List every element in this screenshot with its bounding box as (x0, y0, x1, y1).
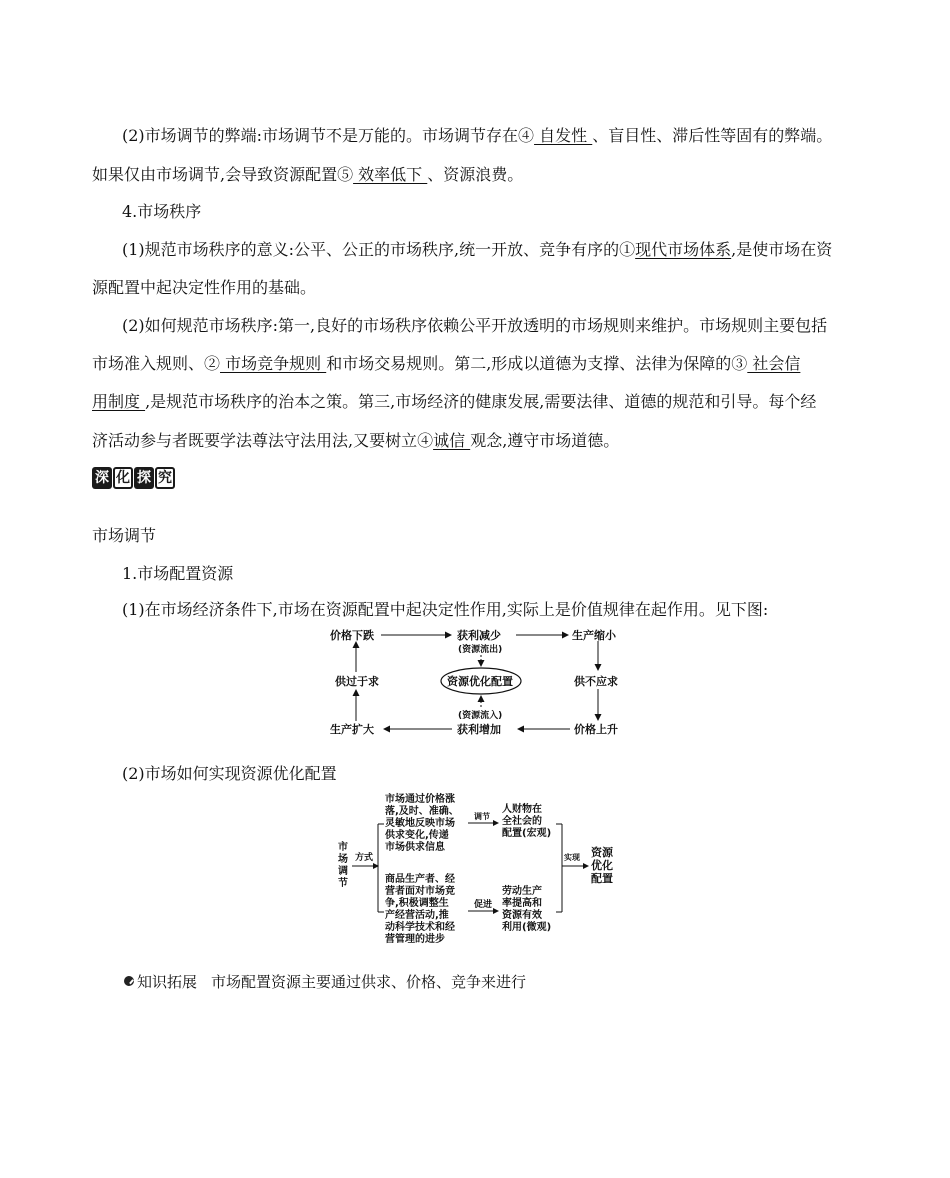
node-oversupply: 供过于求 (335, 675, 379, 688)
text: 如果仅由市场调节,会导致资源配置⑤ (92, 165, 354, 184)
line: 劳动生产 (502, 886, 542, 897)
badge-char: 化 (113, 467, 133, 489)
paragraph-order-how-cont3 (92, 430, 619, 452)
line: 利用(微观) (502, 922, 552, 933)
line: 产经营活动,推 (385, 910, 449, 921)
box-micro-efficiency (501, 884, 551, 933)
char: 调 (338, 866, 348, 877)
line: 供求变化,传递 (385, 830, 449, 841)
label-realize: 实现 (564, 853, 580, 862)
box-producers (385, 872, 455, 945)
text: 、盲目性、滞后性等固有的弊端。 (592, 126, 833, 145)
line: 商品生产者、经 (385, 874, 455, 885)
text: 济活动参与者既要学法尊法守法用法,又要树立④ (92, 431, 434, 450)
badge-char: 究 (155, 467, 175, 489)
check-circle-icon (124, 976, 134, 986)
node-inflow: (资源流入) (458, 711, 503, 721)
text: (2)市场调节的弊端:市场调节不是万能的。市场调节存在④ (122, 126, 535, 145)
box-market-price (385, 792, 459, 853)
label-way: 方式 (355, 853, 374, 863)
paragraph-order-how-cont1 (92, 353, 800, 375)
node-production-expand: 生产扩大 (330, 723, 374, 736)
answer-blank: 用制度 (92, 392, 146, 411)
box-macro-allocation (502, 802, 551, 839)
char: 节 (338, 878, 348, 889)
heading-market-allocation: 1.市场配置资源 (122, 564, 234, 583)
paragraph-order-significance (122, 239, 832, 261)
line: 落,及时、准确、 (385, 806, 459, 817)
node-profit-up: 获利增加 (457, 723, 501, 736)
answer-blank: 社会信 (747, 354, 801, 373)
badge-char: 探 (134, 467, 154, 489)
badge-char: 深 (92, 467, 112, 489)
line: 资源 (591, 846, 613, 859)
line: 率提高和 (502, 898, 542, 909)
line: 资源有效 (502, 910, 542, 921)
line: 动科学技术和经 (385, 922, 455, 933)
char: 市 (338, 842, 348, 853)
paragraph-market-drawbacks-cont (92, 164, 523, 186)
label-promote: 促进 (474, 900, 493, 910)
line: 营者面对市场竞 (385, 886, 455, 897)
text: ,是规范市场秩序的治本之策。第三,市场经济的健康发展,需要法律、道德的规范和引导。每个经 (145, 392, 817, 411)
section-title: 市场调节 (92, 526, 157, 545)
answer-blank: 效率低下 (353, 165, 428, 184)
label-market-regulation (338, 840, 348, 889)
label-adjust: 调节 (474, 812, 490, 821)
text: 市场准入规则、② (92, 354, 221, 373)
result-optimal-allocation (591, 845, 614, 885)
section-badge-deep-inquiry (92, 467, 175, 489)
paragraph-value-law: (1)在市场经济条件下,市场在资源配置中起决定性作用,实际上是价值规律在起作用。见下图: (122, 600, 769, 619)
paragraph-order-how: (2)如何规范市场秩序:第一,良好的市场秩序依赖公平开放透明的市场规则来维护。市场规则主要包括 (122, 316, 828, 335)
node-center-optimal-allocation: 资源优化配置 (447, 675, 513, 688)
knowledge-extension (124, 971, 526, 993)
node-undersupply: 供不应求 (574, 675, 618, 688)
line: 配置(宏观) (502, 828, 552, 839)
node-price-fall: 价格下跌 (330, 629, 374, 642)
supply-demand-cycle-diagram (318, 625, 638, 740)
tip-text: 市场配置资源主要通过供求、价格、竞争来进行 (211, 973, 527, 991)
line: 营管理的进步 (385, 934, 445, 945)
text: 观念,遵守市场道德。 (470, 431, 620, 450)
node-price-rise: 价格上升 (574, 723, 618, 736)
line: 优化 (591, 859, 613, 872)
market-regulation-diagram (334, 790, 644, 950)
node-profit-down: 获利减少 (457, 629, 501, 642)
paragraph-order-significance-cont: 源配置中起决定性作用的基础。 (92, 278, 317, 297)
paragraph-how-optimal: (2)市场如何实现资源优化配置 (122, 764, 337, 783)
line: 市场供求信息 (385, 842, 445, 853)
text: 和市场交易规则。第二,形成以道德为支撑、法律为保障的③ (326, 354, 748, 373)
line: 配置 (591, 872, 613, 885)
answer-blank: 诚信 (433, 431, 471, 450)
line: 市场通过价格涨 (385, 794, 455, 805)
paragraph-order-how-cont2 (92, 391, 816, 413)
line: 全社会的 (502, 816, 542, 827)
line: 灵敏地反映市场 (385, 818, 455, 829)
char: 场 (338, 854, 348, 865)
text: (1)规范市场秩序的意义:公平、公正的市场秩序,统一开放、竞争有序的① (122, 240, 636, 259)
node-production-shrink: 生产缩小 (572, 629, 616, 642)
node-outflow: (资源流出) (458, 645, 503, 655)
tip-label: 知识拓展 (137, 973, 198, 991)
answer-blank: 市场竞争规则 (220, 354, 327, 373)
line: 人财物在 (502, 804, 542, 815)
heading-market-order: 4.市场秩序 (122, 202, 202, 221)
text: ,是使市场在资 (731, 240, 833, 259)
line: 争,积极调整生 (385, 898, 449, 909)
answer-blank: 自发性 (534, 126, 593, 145)
paragraph-market-drawbacks (122, 125, 832, 147)
answer-blank: 现代市场体系 (635, 240, 732, 259)
text: 、资源浪费。 (427, 165, 524, 184)
